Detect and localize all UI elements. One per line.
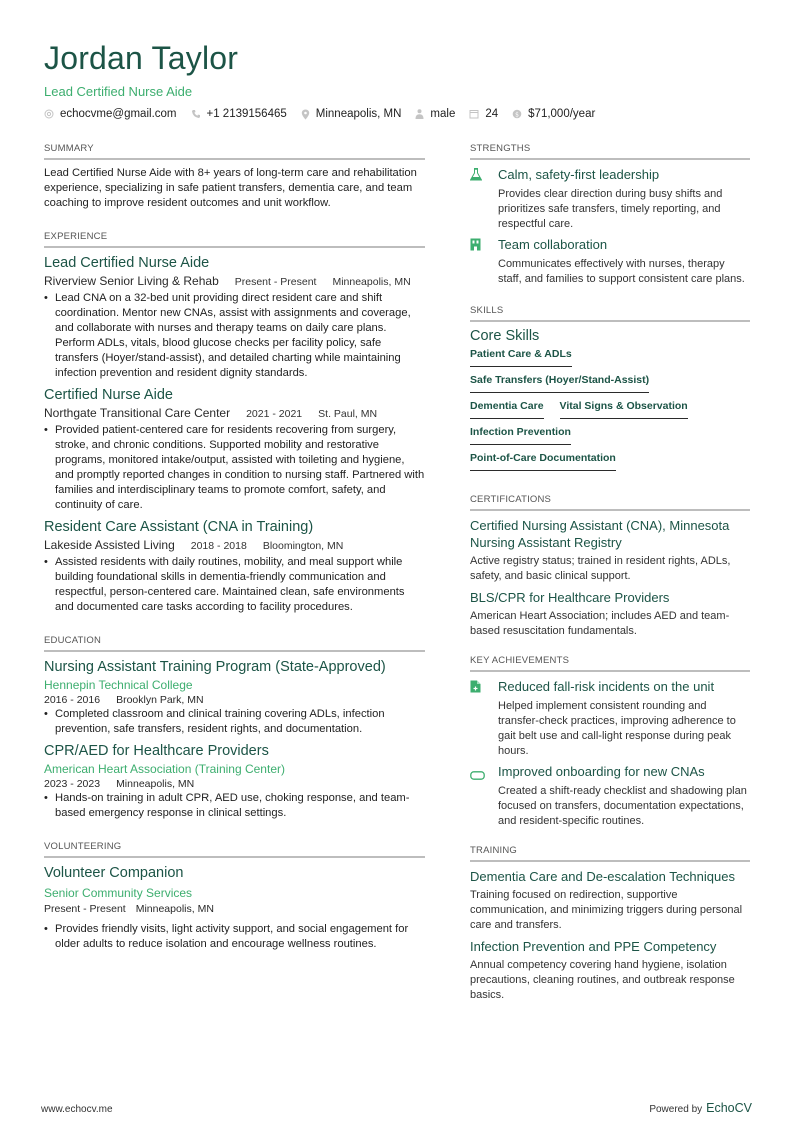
summary-text: Lead Certified Nurse Aide with 8+ years of long-term care and rehabilitation experience, specializing in safe patient transfers, dementia care, and team coaching to improve resident outcomes and unit workflow. (44, 167, 417, 209)
job-meta (44, 538, 425, 552)
svg-text:$: $ (515, 111, 520, 119)
program-title: Nursing Assistant Training Program (State-Approved) (44, 659, 386, 675)
section-title: VOLUNTEERING (44, 841, 425, 858)
achievement-item (470, 763, 750, 829)
job-meta (44, 406, 425, 420)
achievement-title: Reduced fall-risk incidents on the unit (498, 679, 715, 694)
flask-icon (470, 168, 482, 181)
map-pin-icon (301, 109, 310, 120)
contact-phone[interactable] (191, 108, 287, 120)
job-location: Minneapolis, MN (332, 276, 411, 288)
achievement-title: Improved onboarding for new CNAs (498, 764, 705, 779)
volunteering-entry (44, 864, 425, 952)
education-dates: 2023 - 2023 (44, 778, 101, 790)
at-icon (44, 109, 54, 119)
achievement-item (470, 678, 750, 759)
job-title: Resident Care Assistant (CNA in Training) (44, 519, 314, 535)
training-title: Dementia Care and De-escalation Techniques (470, 869, 735, 884)
job-bullets (44, 423, 425, 513)
bullet-item: • Provides friendly visits, light activity support, and social engagement for older adults to reduce isolation and encourage wellness routines. (44, 922, 425, 952)
brand-name: EchoCV (706, 1101, 752, 1115)
location-text: Minneapolis, MN (315, 108, 402, 120)
strength-desc: Communicates effectively with nurses, therapy staff, and families to support consistent care plans. (498, 258, 745, 285)
section-title: TRAINING (470, 845, 750, 862)
bullet-item: • Assisted residents with daily routines, mobility, and meal support while building foundational skills in dementia-friendly communication and respectful, person-centered care. Maintained clean, safe environments and documented care tasks according to facility procedures. (44, 555, 425, 615)
contact-location (301, 108, 402, 120)
contact-gender (415, 108, 455, 120)
footer-powered-by[interactable] (649, 1101, 752, 1115)
strength-title: Team collaboration (498, 237, 608, 252)
strength-title: Calm, safety-first leadership (498, 167, 660, 182)
section-title: EDUCATION (44, 635, 425, 652)
bullet-item: • Completed classroom and clinical training covering ADLs, infection prevention, safe transfers, resident rights, and documentation. (44, 707, 425, 737)
education-bullets (44, 707, 425, 737)
strength-item (470, 166, 750, 232)
education-entry (44, 658, 425, 737)
salary-text: $71,000/year (528, 108, 596, 120)
education-dates: 2016 - 2016 (44, 694, 101, 706)
volunteer-dates: Present - Present (44, 903, 126, 915)
section-title: KEY ACHIEVEMENTS (470, 655, 750, 672)
education-meta (44, 778, 425, 790)
volunteer-org: Senior Community Services (44, 886, 193, 900)
section-title: EXPERIENCE (44, 231, 425, 248)
job-location: Bloomington, MN (262, 540, 344, 552)
powered-by-label: Powered by (649, 1104, 703, 1115)
age-text: 24 (485, 108, 499, 120)
section-title: CERTIFICATIONS (470, 494, 750, 511)
training-section (470, 845, 750, 1003)
summary-section (44, 143, 425, 211)
school-name: American Heart Association (Training Center) (44, 762, 285, 776)
contact-bar (44, 108, 609, 120)
experience-entry (44, 254, 425, 381)
certification-title: Certified Nursing Assistant (CNA), Minnesota Nursing Assistant Registry (470, 518, 730, 550)
education-section (44, 635, 425, 821)
experience-entry (44, 518, 425, 615)
achievements-section (470, 655, 750, 829)
achievement-desc: Created a shift-ready checklist and shadowing plan focused on transfers, documentation expectations, and resident-specific routines. (498, 785, 747, 827)
volunteer-location: Minneapolis, MN (135, 903, 214, 915)
job-meta (44, 274, 425, 288)
school-name: Hennepin Technical College (44, 678, 193, 692)
company-name: Riverview Senior Living & Rehab (44, 274, 219, 288)
job-bullets (44, 555, 425, 615)
skill-tag: Patient Care & ADLs (470, 348, 572, 367)
achievement-desc: Helped implement consistent rounding and transfer-check practices, improving adherence to gait belt use and call-light response during peak hours. (498, 700, 736, 757)
certification-desc: American Heart Association; includes AED and team-based resuscitation fundamentals. (470, 610, 730, 637)
certifications-section (470, 494, 750, 639)
job-bullets (44, 291, 425, 381)
strengths-section (470, 143, 750, 287)
contact-email[interactable] (44, 108, 177, 120)
section-title: SUMMARY (44, 143, 425, 160)
training-desc: Annual competency covering hand hygiene, isolation precautions, cleaning routines, and outbreak response basics. (470, 959, 735, 1001)
skill-group-title: Core Skills (470, 328, 540, 344)
volunteering-section (44, 841, 425, 952)
job-dates: Present - Present (234, 276, 317, 288)
volunteer-title: Volunteer Companion (44, 865, 184, 881)
coin-icon (512, 109, 522, 119)
education-location: Brooklyn Park, MN (116, 694, 204, 706)
job-dates: 2021 - 2021 (246, 408, 303, 420)
company-name: Northgate Transitional Care Center (44, 406, 231, 420)
education-bullets (44, 791, 425, 821)
job-title: Certified Nurse Aide (44, 387, 173, 403)
phone-text: +1 2139156465 (206, 108, 287, 120)
job-dates: 2018 - 2018 (190, 540, 247, 552)
skill-tag: Dementia Care (470, 400, 544, 419)
education-location: Minneapolis, MN (116, 778, 195, 790)
company-name: Lakeside Assisted Living (44, 538, 175, 552)
candidate-role: Lead Certified Nurse Aide (44, 84, 193, 99)
contact-salary (512, 108, 595, 120)
strength-item (470, 236, 750, 287)
section-title: STRENGTHS (470, 143, 750, 160)
candidate-name: Jordan Taylor (44, 40, 239, 76)
person-icon (415, 109, 424, 119)
email-text: echocvme@gmail.com (60, 108, 177, 120)
footer-website-link[interactable]: www.echocv.me (41, 1104, 113, 1115)
training-title: Infection Prevention and PPE Competency (470, 939, 717, 954)
volunteer-bullets (44, 922, 425, 952)
certification-title: BLS/CPR for Healthcare Providers (470, 590, 670, 605)
experience-entry (44, 386, 425, 513)
contact-age (469, 108, 498, 120)
left-column (44, 143, 425, 966)
battery-icon (470, 771, 485, 780)
experience-section (44, 231, 425, 615)
skill-tag: Safe Transfers (Hoyer/Stand-Assist) (470, 374, 649, 393)
right-column (470, 143, 750, 1017)
education-entry (44, 742, 425, 821)
program-title: CPR/AED for Healthcare Providers (44, 743, 269, 759)
skills-section (470, 305, 750, 478)
education-meta (44, 694, 425, 706)
job-location: St. Paul, MN (318, 408, 378, 420)
skill-tag: Point-of-Care Documentation (470, 452, 616, 471)
training-desc: Training focused on redirection, supportive communication, and minimizing triggers during personal care and transfers. (470, 889, 743, 931)
strength-desc: Provides clear direction during busy shifts and prioritizes safe transfers, timely reporting, and respectful care. (498, 188, 723, 230)
skill-tag: Vital Signs & Observation (560, 400, 688, 419)
section-title: SKILLS (470, 305, 750, 322)
gender-text: male (430, 108, 456, 120)
building-icon (470, 238, 481, 251)
certification-desc: Active registry status; trained in resident rights, ADLs, safety, and basic clinical support. (470, 555, 731, 582)
skill-tag: Infection Prevention (470, 426, 571, 445)
phone-icon (191, 109, 201, 119)
volunteer-meta (44, 903, 425, 915)
bullet-item: • Hands-on training in adult CPR, AED use, choking response, and team-based emergency response in clinical settings. (44, 791, 425, 821)
calendar-icon (469, 109, 479, 119)
job-title: Lead Certified Nurse Aide (44, 255, 210, 271)
bullet-item: • Provided patient-centered care for residents recovering from surgery, stroke, and chronic conditions. Supported mobility and restorative programs, monitored intake/output, assisted with toileting and hygiene, and promptly reported changes in condition to nursing staff. Partnered with families and interdisciplinary teams to promote comfort, safety, and continuity of care. (44, 423, 425, 513)
file-plus-icon (470, 680, 481, 693)
bullet-item: • Lead CNA on a 32-bed unit providing direct resident care and shift coordination. Mentor new CNAs, assist with assignments and coverage, and collaborate with nurses and therapy teams on daily care plans. Perform ADLs, vitals, blood glucose checks per facility policy, safe transfers (Hoyer/stand-assist), and detailed charting while maintaining infection prevention and resident dignity standards. (44, 291, 425, 381)
